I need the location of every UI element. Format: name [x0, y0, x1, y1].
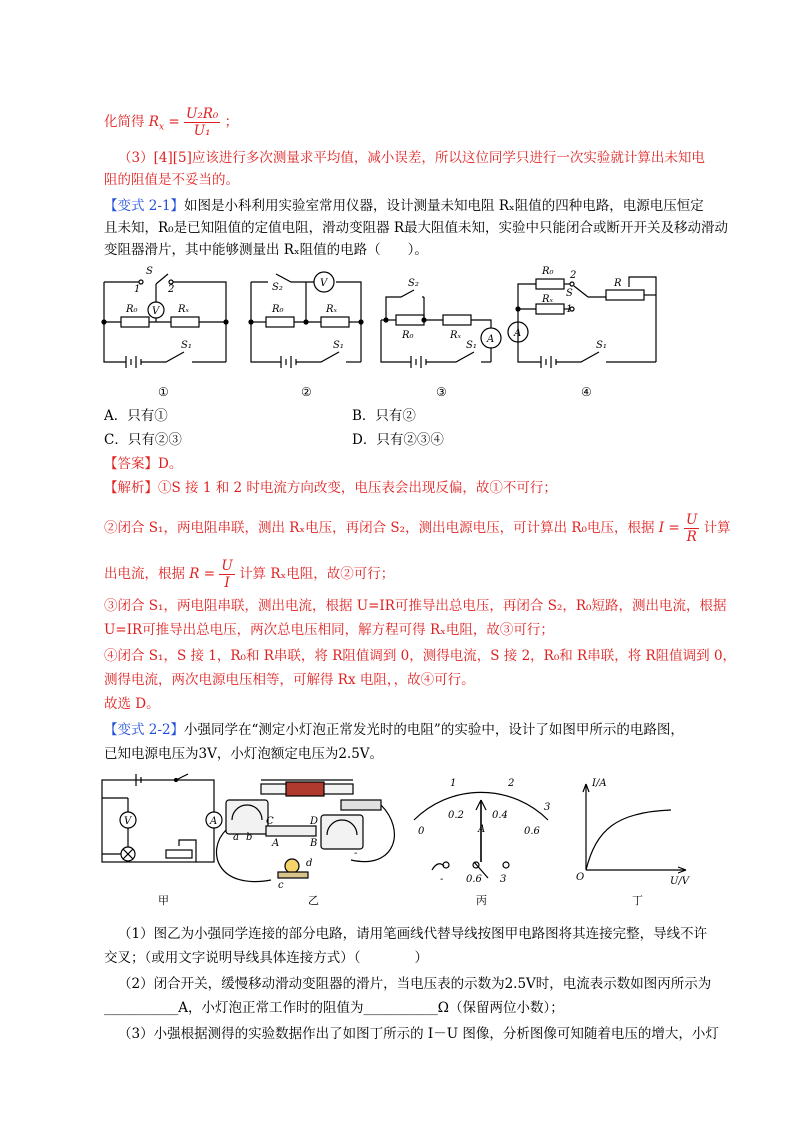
- analysis-2-text: ②闭合 S₁，两电阻串联，测出 Rₓ电压，再闭合 S₂，测出电源电压，可计算出 R₀电压，根据: [104, 520, 655, 536]
- label-c4-Rx: Rₓ: [542, 294, 554, 305]
- text-simplify: 化简得: [104, 114, 145, 130]
- question-2-1-line-2: 且未知，R₀是已知阻值的定值电阻，滑动变阻器 R最大阻值未知，实验中只能闭合或断开开关及移动滑动: [104, 220, 729, 236]
- sub-question-3-line-1: （3）小强根据测得的实验数据作出了如图丁所示的 I－U 图像，分析图像可知随着电压的增大，小灯: [118, 1026, 719, 1042]
- explain-line-1: （3）[4][5]应该进行多次测量求平均值，减小误差，所以这位同学只进行一次实验就计算出未知电: [118, 150, 705, 166]
- label-c2-S2: S₂: [272, 282, 283, 293]
- analysis-line-7: 测得电流，两次电源电压相等，可解得 Rx 电阻，，故④可行。: [104, 672, 475, 688]
- label-c4-1: 1: [566, 304, 573, 315]
- explain-line-2: 阻的阻值是不妥当的。: [104, 172, 239, 188]
- label-c2-R0: R₀: [272, 304, 284, 315]
- formula-R: R: [148, 114, 159, 130]
- label-yi-a: a: [233, 832, 239, 843]
- sub-question-1-line-2: 交叉；（或用文字说明导线具体连接方式）（ ）: [104, 950, 428, 966]
- option-c: C．只有②③: [104, 432, 182, 448]
- label-c2-Rx: Rₓ: [326, 304, 338, 315]
- label-c1-1: 1: [134, 284, 141, 295]
- circuit-figure-1: [96, 262, 676, 402]
- caption-bing: 丙: [476, 894, 487, 907]
- formula-eq: =: [168, 114, 180, 130]
- label-jia-V: V: [124, 816, 132, 827]
- label-c1-V: V: [152, 306, 160, 317]
- label-yi-D: D: [310, 816, 319, 827]
- label-c2-S1: S₁: [333, 340, 344, 351]
- question-2-1-line-1: [104, 196, 704, 216]
- fraction-denominator-R: R: [686, 529, 697, 545]
- sub-question-1-line-1: （1）图乙为小强同学连接的部分电路，请用笔画线代替导线按图甲电路图将其连接完整，导线不许: [118, 926, 708, 942]
- label-c3-S2: S₂: [408, 278, 419, 289]
- analysis-line-6: ④闭合 S₁，S 接 1，R₀和 R串联，将 R阻值调到 0，测得电流，S 接 2，R₀和 R串联，将 R阻值调到 0，: [104, 648, 737, 664]
- tick-bing-02: 0.2: [448, 810, 464, 821]
- circuit-figure-2: [96, 770, 726, 910]
- label-c1-2: 2: [168, 284, 175, 295]
- formula-I-eq: I =: [658, 520, 680, 536]
- label-c4-R: R: [614, 278, 622, 289]
- fraction-numerator-U2: U: [221, 558, 233, 574]
- label-yi-A: A: [272, 838, 280, 849]
- q22-text-1: 小强同学在“测定小灯泡正常发光时的电阻”的实验中，设计了如图甲所示的电路图，: [184, 722, 684, 738]
- variant-tag-2-2: 【变式 2-2】: [104, 722, 185, 738]
- label-yi-c: c: [278, 880, 284, 891]
- label-bing-unit: A: [478, 824, 486, 835]
- option-a: A．只有①: [104, 408, 168, 424]
- variant-tag-2-1: 【变式 2-1】: [104, 198, 185, 214]
- label-yi-B: B: [310, 838, 318, 849]
- option-d: D．只有②③④: [352, 432, 444, 448]
- option-b: B．只有②: [352, 408, 416, 424]
- label-c2-V: V: [320, 278, 328, 289]
- label-ding-y: I/A: [592, 778, 607, 789]
- q21-text-1: 如图是小科利用实验室常用仪器，设计测量未知电阻 Rₓ阻值的四种电路，电源电压恒定: [184, 198, 704, 214]
- analysis-line-3: [104, 558, 394, 591]
- sub-question-2-line-2: ___________A，小灯泡正常工作时的阻值为___________Ω（保留两位小数）；: [104, 1000, 564, 1016]
- label-c4-S1: S₁: [596, 340, 607, 351]
- analysis-line-1: 【解析】①S 接 1 和 2 时电流方向改变，电压表会出现反偏，故①不可行；: [104, 480, 557, 496]
- fraction-denominator-I: I: [224, 575, 230, 591]
- label-c3-Rx: Rₓ: [450, 330, 462, 341]
- label-c4-S: S: [566, 288, 573, 299]
- label-c4-A: A: [514, 328, 522, 339]
- fraction-U-over-I: [219, 558, 234, 591]
- fraction-numerator-U: U: [685, 512, 698, 528]
- analysis-3-compute: 计算 Rₓ电阻，故②可行；: [239, 566, 395, 582]
- analysis-2-compute: 计算: [703, 520, 731, 536]
- tick-bing-06: 0.6: [524, 826, 540, 837]
- caption-circuit-1: ①: [158, 385, 169, 399]
- tick-bing-2: 2: [508, 778, 515, 789]
- caption-circuit-3: ③: [436, 385, 447, 399]
- caption-circuit-2: ②: [301, 385, 312, 399]
- label-c3-R0: R₀: [402, 330, 414, 341]
- analysis-3-text: 出电流，根据: [104, 566, 185, 582]
- fraction-denominator: U₁: [193, 123, 211, 139]
- question-2-2-line-1: [104, 720, 684, 740]
- label-yi-minus: -: [354, 848, 358, 859]
- circuit-1: [102, 274, 228, 368]
- label-c1-Rx: Rₓ: [178, 304, 190, 315]
- label-c4-2: 2: [570, 270, 577, 281]
- analysis-line-8: 故选 D。: [104, 696, 160, 712]
- caption-ding: 丁: [632, 894, 643, 907]
- sub-question-2-line-1: （2）闭合开关，缓慢移动滑动变阻器的滑片，当电压表的示数为2.5V时，电流表示数如图丙所示为: [118, 976, 712, 992]
- caption-jia: 甲: [158, 894, 169, 907]
- text-semicolon: ；: [224, 114, 239, 130]
- formula-R-eq: R =: [189, 566, 216, 582]
- label-jia-A: A: [210, 816, 218, 827]
- question-2-2-line-2: 已知电源电压为3V，小灯泡额定电压为2.5V。: [104, 746, 384, 762]
- simplified-result: [104, 106, 238, 139]
- fraction: [184, 106, 220, 139]
- formula-sub-x: x: [158, 122, 165, 133]
- terminal-bing-06: 0.6: [466, 874, 482, 885]
- label-c1-R0: R₀: [126, 304, 138, 315]
- question-2-1-line-3: 变阻器滑片，其中能够测量出 Rₓ阻值的电路（ ）。: [104, 242, 428, 258]
- diagram-ding: [583, 784, 686, 873]
- label-yi-b: b: [246, 832, 253, 843]
- circuit-4: [508, 277, 656, 368]
- analysis-line-2: [104, 512, 731, 545]
- circuit-3: [381, 290, 501, 368]
- label-c3-A: A: [487, 334, 495, 345]
- label-c3-S1: S₁: [466, 340, 477, 351]
- fraction-U-over-R: [684, 512, 699, 545]
- label-yi-d: d: [306, 858, 313, 869]
- fraction-numerator: U₂R₀: [185, 106, 219, 122]
- caption-circuit-4: ④: [581, 385, 592, 399]
- label-yi-C: C: [266, 816, 274, 827]
- label-ding-o: O: [576, 872, 585, 883]
- diagram-jia: [102, 774, 222, 862]
- tick-bing-0: 0: [418, 826, 425, 837]
- caption-yi: 乙: [308, 894, 319, 907]
- label-c1-S1: S₁: [181, 340, 192, 351]
- answer: 【答案】D。: [104, 456, 183, 472]
- terminal-bing-minus: -: [440, 874, 444, 885]
- label-c4-R0: R₀: [542, 266, 554, 277]
- analysis-line-5: U=IR可推导出总电压，两次总电压相同，解方程可得 Rₓ电阻，故③可行；: [104, 622, 554, 638]
- label-ding-x: U/V: [670, 876, 690, 887]
- analysis-line-4: ③闭合 S₁，两电阻串联，测出电流，根据 U=IR可推导出总电压，再闭合 S₂，R₀短路，测出电流，根据: [104, 598, 727, 614]
- label-c1-S: S: [146, 266, 153, 277]
- tick-bing-1: 1: [450, 778, 457, 789]
- tick-bing-04: 0.4: [492, 810, 508, 821]
- terminal-bing-3: 3: [500, 874, 507, 885]
- tick-bing-3: 3: [544, 802, 551, 813]
- circuit-2: [249, 272, 363, 368]
